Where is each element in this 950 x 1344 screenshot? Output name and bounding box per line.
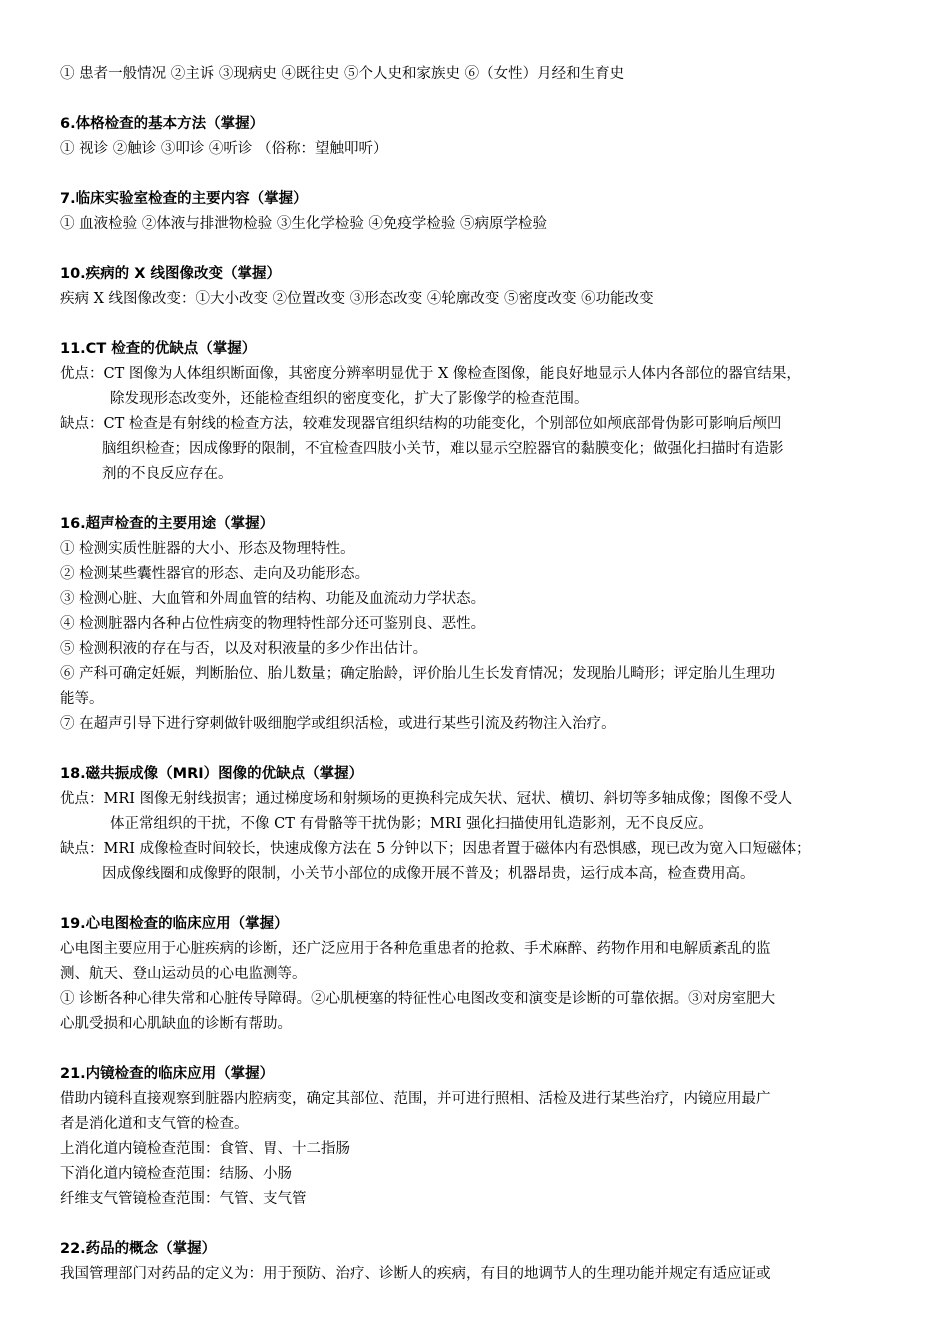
section-6-physical-exam	[60, 112, 910, 162]
section-heading: 19.心电图检查的临床应用（掌握）	[60, 916, 289, 932]
list-item: ⑦ 在超声引导下进行穿刺做针吸细胞学或组织活检，或进行某些引流及药物注入治疗。	[60, 716, 616, 732]
disadvantages-line: 缺点：CT 检查是有射线的检查方法，较难发现器官组织结构的功能变化，个别部位如颅底部骨伪影可影响后颅凹	[60, 416, 782, 432]
text-line: 心电图主要应用于心脏疾病的诊断，还广泛应用于各种危重患者的抢救、手术麻醉、药物作用和电解质紊乱的监	[60, 941, 771, 957]
section-18-mri-pros-cons	[60, 762, 910, 887]
list-item: ② 检测某些囊性器官的形态、走向及功能形态。	[60, 566, 370, 582]
text-line: 测、航天、登山运动员的心电监测等。	[60, 966, 307, 982]
section-heading: 16.超声检查的主要用途（掌握）	[60, 516, 275, 532]
section-heading: 10.疾病的 X 线图像改变（掌握）	[60, 266, 281, 282]
section-7-lab-tests	[60, 187, 910, 237]
section-history-items	[60, 62, 910, 87]
section-heading: 22.药品的概念（掌握）	[60, 1241, 217, 1257]
section-heading: 7.临床实验室检查的主要内容（掌握）	[60, 191, 308, 207]
section-21-endoscopy-applications	[60, 1062, 910, 1212]
section-22-drug-concept	[60, 1237, 910, 1287]
section-11-ct-pros-cons	[60, 337, 910, 487]
list-item-cont: 能等。	[60, 691, 104, 707]
section-10-xray-changes	[60, 262, 910, 312]
text-line: 借助内镜科直接观察到脏器内腔病变，确定其部位、范围，并可进行照相、活检及进行某些治疗，内镜应用最广	[60, 1091, 771, 1107]
text-line: ① 诊断各种心律失常和心脏传导障碍。②心肌梗塞的特征性心电图改变和演变是诊断的可靠依据。③对房室肥大	[60, 991, 776, 1007]
text-line: 我国管理部门对药品的定义为：用于预防、治疗、诊断人的疾病，有目的地调节人的生理功能并规定有适应证或	[60, 1266, 771, 1282]
section-heading: 6.体格检查的基本方法（掌握）	[60, 116, 265, 132]
text-line: 纤维支气管镜检查范围：气管、支气管	[60, 1191, 307, 1207]
disadvantages-line-cont: 脑组织检查；因成像野的限制，不宜检查四肢小关节，难以显示空腔器官的黏膜变化；做强化扫描时有造影	[102, 441, 784, 457]
text-line: 疾病 X 线图像改变：①大小改变 ②位置改变 ③形态改变 ④轮廓改变 ⑤密度改变 ⑥功能改变	[60, 291, 654, 307]
section-heading: 18.磁共振成像（MRI）图像的优缺点（掌握）	[60, 766, 364, 782]
text-line: 者是消化道和支气管的检查。	[60, 1116, 249, 1132]
list-item: ① 检测实质性脏器的大小、形态及物理特性。	[60, 541, 355, 557]
advantages-line: 优点：CT 图像为人体组织断面像，其密度分辨率明显优于 X 像检查图像，能良好地显示人体内各部位的器官结果，	[60, 366, 801, 382]
text-line: 上消化道内镜检查范围：食管、胃、十二指肠	[60, 1141, 350, 1157]
advantages-line-cont: 除发现形态改变外，还能检查组织的密度变化，扩大了影像学的检查范围。	[110, 391, 589, 407]
text-line: ① 视诊 ②触诊 ③叩诊 ④听诊 （俗称：望触叩听）	[60, 141, 388, 157]
list-item: ⑤ 检测积液的存在与否，以及对积液量的多少作出估计。	[60, 641, 428, 657]
disadvantages-line: 缺点：MRI 成像检查时间较长，快速成像方法在 5 分钟以下；因患者置于磁体内有恐惧感，现已改为宽入口短磁体；	[60, 841, 811, 857]
advantages-line: 优点：MRI 图像无射线损害；通过梯度场和射频场的更换科完成矢状、冠状、横切、斜切等多轴成像；图像不受人	[60, 791, 793, 807]
advantages-line-cont: 体正常组织的干扰，不像 CT 有骨骼等干扰伪影；MRI 强化扫描使用钆造影剂，无不良反应。	[110, 816, 713, 832]
disadvantages-line-cont: 因成像线圈和成像野的限制，小关节小部位的成像开展不普及；机器昂贵，运行成本高，检查费用高。	[102, 866, 755, 882]
list-item: ③ 检测心脏、大血管和外周血管的结构、功能及血流动力学状态。	[60, 591, 486, 607]
section-heading: 11.CT 检查的优缺点（掌握）	[60, 341, 257, 357]
section-19-ecg-applications	[60, 912, 910, 1037]
disadvantages-line-cont: 剂的不良反应存在。	[102, 466, 233, 482]
list-item: ④ 检测脏器内各种占位性病变的物理特性部分还可鉴别良、恶性。	[60, 616, 486, 632]
section-16-ultrasound-uses	[60, 512, 910, 737]
text-line: 心肌受损和心肌缺血的诊断有帮助。	[60, 1016, 292, 1032]
list-item: ⑥ 产科可确定妊娠，判断胎位、胎儿数量；确定胎龄，评价胎儿生长发育情况；发现胎儿畸形；评定胎儿生理功	[60, 666, 776, 682]
text-line: 下消化道内镜检查范围：结肠、小肠	[60, 1166, 292, 1182]
text-line: ① 血液检验 ②体液与排泄物检验 ③生化学检验 ④免疫学检验 ⑤病原学检验	[60, 216, 548, 232]
text-line: ① 患者一般情况 ②主诉 ③现病史 ④既往史 ⑤个人史和家族史 ⑥（女性）月经和生育史	[60, 66, 625, 82]
section-heading: 21.内镜检查的临床应用（掌握）	[60, 1066, 275, 1082]
